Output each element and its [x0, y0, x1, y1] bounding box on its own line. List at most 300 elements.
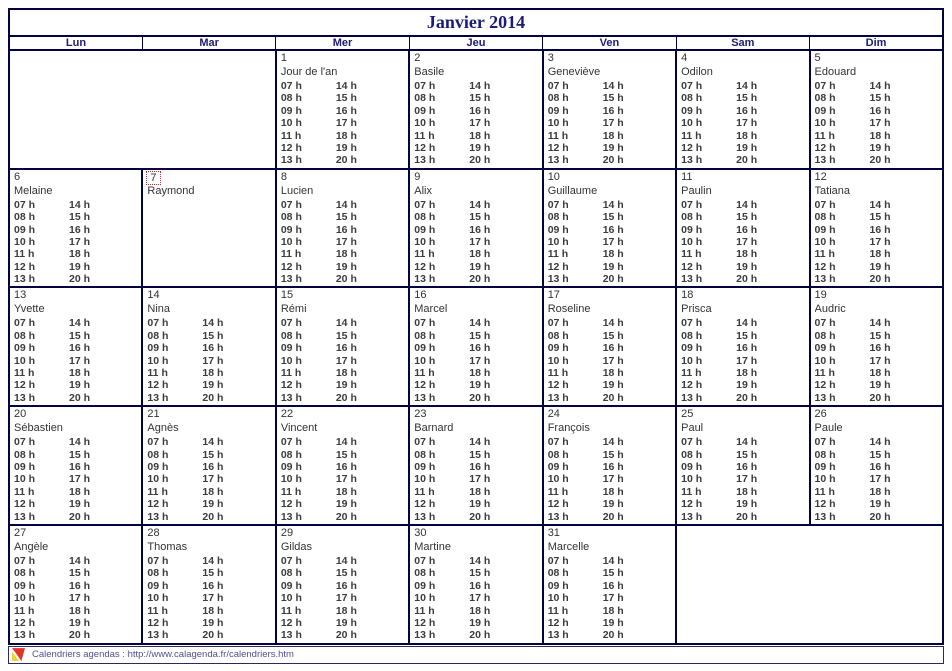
day-cell-27	[9, 525, 142, 644]
hour-slot: 12 h	[147, 498, 169, 511]
hour-slot: 08 h	[280, 211, 302, 224]
morning-hours	[281, 80, 336, 167]
day-number-29[interactable]: 29	[280, 526, 294, 539]
hour-slot: 20 h	[202, 391, 224, 404]
week-row-5	[9, 525, 943, 644]
hour-slot: 14 h	[602, 317, 624, 330]
hour-slot: 13 h	[280, 629, 302, 642]
day-number-14[interactable]: 14	[147, 289, 160, 302]
hour-slot: 18 h	[869, 485, 891, 498]
hour-slot: 12 h	[681, 141, 703, 154]
hour-slot: 09 h	[547, 342, 569, 355]
weekday-header-mer: Mer	[276, 36, 409, 50]
hour-slot: 20 h	[869, 391, 891, 404]
day-number-18[interactable]: 18	[681, 289, 694, 302]
hour-slot: 20 h	[469, 629, 491, 642]
hour-slot: 11 h	[547, 604, 569, 617]
hour-slot: 17 h	[602, 473, 624, 486]
hour-slot: 08 h	[547, 211, 569, 224]
day-cell-22	[276, 406, 409, 525]
hour-slot: 11 h	[14, 485, 35, 498]
hour-slot: 20 h	[602, 273, 624, 286]
hour-slot: 12 h	[280, 616, 302, 629]
hour-slot: 19 h	[602, 260, 624, 273]
hour-slot: 09 h	[414, 342, 436, 355]
hour-slot: 10 h	[681, 117, 703, 130]
hour-slot: 12 h	[681, 260, 703, 273]
hour-slot: 10 h	[147, 473, 169, 486]
hour-slot: 12 h	[280, 498, 302, 511]
hour-slot: 17 h	[335, 592, 357, 605]
hour-slot: 19 h	[869, 260, 891, 273]
saint-name-2: Basile	[414, 66, 445, 78]
afternoon-hours	[202, 555, 223, 642]
hour-slot: 10 h	[14, 235, 36, 248]
hour-slot: 16 h	[602, 579, 624, 592]
hour-slot: 11 h	[147, 367, 168, 380]
hour-slot: 10 h	[547, 117, 569, 130]
afternoon-hours	[603, 436, 624, 523]
hour-slot: 18 h	[69, 248, 91, 261]
hour-slot: 09 h	[414, 579, 436, 592]
hour-slot: 17 h	[869, 235, 891, 248]
hour-slot: 20 h	[69, 629, 91, 642]
morning-hours	[14, 199, 69, 286]
afternoon-hours	[336, 436, 357, 523]
day-number-11[interactable]: 11	[681, 170, 693, 183]
hour-slot: 08 h	[681, 211, 703, 224]
day-number-4[interactable]: 4	[681, 52, 688, 64]
hour-slot: 11 h	[814, 485, 835, 498]
hour-slot: 09 h	[414, 104, 436, 117]
day-cell-14	[142, 287, 275, 406]
afternoon-hours	[870, 436, 891, 523]
hour-slot: 14 h	[602, 80, 624, 92]
weekday-header-jeu: Jeu	[409, 36, 542, 50]
day-number-25[interactable]: 25	[681, 408, 694, 421]
hour-slot: 15 h	[602, 92, 624, 105]
hour-slot: 14 h	[602, 198, 624, 211]
hour-slot: 07 h	[280, 436, 302, 449]
hour-slot: 17 h	[469, 592, 491, 605]
hour-slot: 16 h	[602, 460, 624, 473]
afternoon-hours	[870, 80, 891, 167]
day-number-22[interactable]: 22	[280, 408, 294, 421]
hour-slot: 08 h	[280, 329, 302, 342]
hour-slot: 19 h	[335, 616, 357, 629]
day-number-row	[281, 52, 407, 66]
hour-slot: 12 h	[14, 616, 36, 629]
hour-slot: 15 h	[602, 448, 624, 461]
day-number-17[interactable]: 17	[547, 289, 560, 302]
hour-slot: 19 h	[202, 498, 224, 511]
hour-slot: 14 h	[69, 554, 91, 567]
hour-slot: 20 h	[736, 391, 758, 404]
hour-slot: 09 h	[681, 460, 703, 473]
day-cell-26	[810, 406, 943, 525]
hour-slot: 20 h	[69, 391, 91, 404]
hour-slot: 08 h	[814, 329, 836, 342]
day-cell-8	[276, 169, 409, 288]
morning-hours	[681, 199, 736, 286]
hour-slot: 16 h	[869, 223, 891, 236]
hour-slot: 07 h	[681, 198, 703, 211]
hour-slot: 19 h	[69, 379, 91, 392]
day-number-row	[281, 408, 407, 422]
hour-slot: 08 h	[547, 92, 569, 105]
hour-slot: 09 h	[814, 460, 836, 473]
hour-slot: 18 h	[69, 367, 91, 380]
day-number-19[interactable]: 19	[814, 289, 827, 302]
morning-hours	[815, 317, 870, 404]
hour-slot: 15 h	[335, 211, 357, 224]
hour-slot: 11 h	[414, 129, 435, 142]
day-number-21[interactable]: 21	[147, 408, 160, 421]
day-number-8[interactable]: 8	[280, 170, 287, 183]
hour-slot: 12 h	[14, 498, 36, 511]
hour-slot: 12 h	[547, 498, 569, 511]
hour-slot: 11 h	[414, 248, 435, 261]
hour-slot: 18 h	[869, 248, 891, 261]
day-number-10[interactable]: 10	[547, 170, 560, 183]
hour-slot: 15 h	[335, 448, 357, 461]
morning-hours	[414, 555, 469, 642]
hour-slots-31	[548, 555, 674, 642]
hour-slot: 10 h	[681, 473, 703, 486]
hour-slot: 14 h	[602, 436, 624, 449]
saint-name-16: Marcel	[414, 303, 448, 316]
day-cell-11	[676, 169, 809, 288]
hour-slot: 15 h	[602, 329, 624, 342]
hour-slot: 11 h	[681, 367, 702, 380]
day-number-row	[14, 171, 140, 185]
hour-slot: 12 h	[681, 498, 703, 511]
hour-slot: 08 h	[14, 329, 36, 342]
hour-slot: 20 h	[202, 629, 224, 642]
day-number-16[interactable]: 16	[414, 289, 427, 302]
saint-name-13: Yvette	[14, 303, 45, 316]
morning-hours	[281, 555, 336, 642]
hour-slot: 12 h	[814, 141, 836, 154]
day-number-3[interactable]: 3	[547, 52, 554, 64]
hour-slot: 13 h	[681, 391, 703, 404]
hour-slot: 16 h	[335, 104, 357, 117]
day-number-23[interactable]: 23	[414, 408, 427, 421]
hour-slot: 07 h	[414, 554, 436, 567]
day-number-row	[414, 408, 540, 422]
hour-slot: 11 h	[681, 485, 702, 498]
day-number-row	[414, 289, 540, 303]
hour-slot: 07 h	[414, 317, 436, 330]
hour-slot: 11 h	[681, 129, 702, 142]
afternoon-hours	[69, 317, 90, 404]
hour-slot: 13 h	[280, 391, 302, 404]
hour-slot: 11 h	[280, 485, 302, 498]
day-number-12[interactable]: 12	[814, 170, 827, 183]
hour-slot: 19 h	[469, 498, 491, 511]
hour-slot: 11 h	[414, 367, 435, 380]
hour-slots-20	[14, 436, 140, 523]
day-number-20[interactable]: 20	[14, 408, 27, 421]
week-row-2	[9, 169, 943, 288]
hour-slot: 18 h	[335, 248, 357, 261]
hour-slots-16	[414, 317, 540, 404]
hour-slot: 16 h	[469, 223, 491, 236]
hour-slot: 12 h	[414, 498, 436, 511]
hour-slot: 20 h	[736, 273, 758, 286]
hour-slot: 10 h	[814, 354, 836, 367]
hour-slot: 10 h	[814, 235, 836, 248]
hour-slots-2	[414, 80, 540, 167]
hour-slot: 20 h	[335, 510, 357, 523]
day-cell-1	[276, 50, 409, 169]
afternoon-hours	[469, 436, 490, 523]
hour-slot: 09 h	[147, 342, 169, 355]
hour-slot: 13 h	[280, 154, 302, 167]
day-number-1[interactable]: 1	[280, 52, 287, 64]
hour-slot: 16 h	[469, 104, 491, 117]
hour-slot: 10 h	[14, 354, 36, 367]
hour-slot: 13 h	[547, 273, 569, 286]
hour-slot: 11 h	[414, 485, 435, 498]
afternoon-hours	[736, 317, 757, 404]
day-cell-29	[276, 525, 409, 644]
saint-name-29: Gildas	[280, 540, 313, 553]
saint-name-3: Geneviève	[547, 66, 601, 78]
day-cell-19	[810, 287, 943, 406]
hour-slot: 07 h	[681, 436, 703, 449]
hour-slot: 16 h	[736, 342, 758, 355]
hour-slot: 17 h	[335, 235, 357, 248]
hour-slot: 19 h	[602, 379, 624, 392]
hour-slot: 16 h	[69, 223, 91, 236]
hour-slots-4	[681, 80, 807, 167]
morning-hours	[414, 199, 469, 286]
hour-slot: 13 h	[814, 154, 836, 167]
hour-slot: 11 h	[814, 129, 835, 142]
hour-slot: 12 h	[14, 379, 36, 392]
hour-slot: 17 h	[869, 117, 891, 130]
hour-slot: 16 h	[69, 342, 91, 355]
hour-slot: 14 h	[869, 317, 891, 330]
hour-slot: 11 h	[547, 129, 569, 142]
hour-slot: 16 h	[869, 104, 891, 117]
saint-name-4: Odilon	[681, 66, 713, 78]
hour-slots-29	[281, 555, 407, 642]
hour-slot: 16 h	[602, 342, 624, 355]
hour-slot: 20 h	[469, 510, 491, 523]
hour-slot: 15 h	[69, 211, 91, 224]
hour-slot: 10 h	[547, 473, 569, 486]
hour-slot: 07 h	[547, 554, 569, 567]
hour-slot: 07 h	[280, 80, 302, 92]
day-number-row	[681, 408, 807, 422]
hour-slot: 09 h	[681, 223, 703, 236]
hour-slot: 15 h	[469, 448, 491, 461]
hour-slot: 16 h	[469, 460, 491, 473]
hour-slot: 19 h	[869, 498, 891, 511]
hour-slot: 14 h	[469, 198, 491, 211]
hour-slot: 11 h	[547, 367, 569, 380]
footer-link[interactable]: Calendriers agendas : http://www.calagenda.fr/calendriers.htm	[32, 648, 294, 660]
hour-slot: 17 h	[602, 592, 624, 605]
hour-slot: 14 h	[602, 554, 624, 567]
hour-slot: 12 h	[280, 141, 302, 154]
hour-slot: 17 h	[869, 354, 891, 367]
weekday-header-row	[9, 36, 943, 50]
hour-slot: 09 h	[814, 223, 836, 236]
hour-slot: 19 h	[869, 379, 891, 392]
day-number-24[interactable]: 24	[547, 408, 560, 421]
hour-slot: 07 h	[14, 198, 36, 211]
afternoon-hours	[69, 555, 90, 642]
hour-slot: 17 h	[736, 235, 758, 248]
hour-slots-15	[281, 317, 407, 404]
hour-slot: 18 h	[335, 367, 357, 380]
hour-slot: 14 h	[869, 198, 891, 211]
day-number-row	[414, 52, 540, 66]
day-number-row	[681, 171, 807, 185]
day-cell-28	[142, 525, 275, 644]
day-number-row	[414, 171, 540, 185]
morning-hours	[548, 199, 603, 286]
hour-slot: 08 h	[547, 567, 569, 580]
hour-slot: 12 h	[814, 498, 836, 511]
day-number-2[interactable]: 2	[414, 52, 421, 64]
week-row-1	[9, 50, 943, 169]
hour-slot: 07 h	[547, 317, 569, 330]
hour-slot: 16 h	[69, 579, 91, 592]
hour-slot: 09 h	[814, 104, 836, 117]
hour-slot: 08 h	[814, 211, 836, 224]
hour-slot: 12 h	[681, 379, 703, 392]
hour-slot: 18 h	[736, 367, 758, 380]
hour-slot: 08 h	[814, 448, 836, 461]
hour-slot: 17 h	[469, 235, 491, 248]
hour-slot: 13 h	[414, 391, 436, 404]
day-cell-31	[543, 525, 676, 644]
afternoon-hours	[870, 199, 891, 286]
hour-slot: 19 h	[202, 379, 224, 392]
morning-hours	[14, 317, 69, 404]
hour-slot: 20 h	[602, 629, 624, 642]
morning-hours	[281, 436, 336, 523]
day-number-7[interactable]: 7	[146, 171, 160, 185]
day-number-31[interactable]: 31	[547, 526, 560, 539]
hour-slot: 13 h	[414, 629, 436, 642]
afternoon-hours	[336, 80, 357, 167]
hour-slot: 08 h	[280, 567, 302, 580]
hour-slots-26	[815, 436, 941, 523]
hour-slot: 09 h	[681, 104, 703, 117]
hour-slots-24	[548, 436, 674, 523]
hour-slot: 14 h	[736, 317, 758, 330]
hour-slot: 11 h	[547, 248, 569, 261]
footer-bar	[8, 646, 944, 664]
day-number-9[interactable]: 9	[414, 170, 421, 183]
day-number-28[interactable]: 28	[147, 526, 160, 539]
hour-slot: 18 h	[736, 129, 758, 142]
hour-slot: 11 h	[147, 604, 168, 617]
hour-slot: 12 h	[147, 379, 169, 392]
hour-slot: 18 h	[602, 248, 624, 261]
hour-slot: 15 h	[69, 448, 91, 461]
day-number-13[interactable]: 13	[14, 289, 27, 302]
empty-day-cell	[9, 50, 276, 169]
hour-slot: 20 h	[602, 510, 624, 523]
day-number-15[interactable]: 15	[280, 289, 294, 302]
hour-slot: 14 h	[202, 436, 224, 449]
hour-slot: 12 h	[547, 260, 569, 273]
hour-slot: 15 h	[869, 329, 891, 342]
hour-slot: 09 h	[547, 223, 569, 236]
hour-slots-14	[147, 317, 273, 404]
hour-slot: 18 h	[469, 248, 491, 261]
morning-hours	[681, 80, 736, 167]
day-number-27[interactable]: 27	[14, 526, 27, 539]
hour-slot: 07 h	[681, 317, 703, 330]
hour-slot: 18 h	[335, 129, 357, 142]
hour-slot: 07 h	[814, 80, 836, 92]
hour-slot: 10 h	[14, 592, 36, 605]
hour-slot: 19 h	[602, 498, 624, 511]
day-number-row	[815, 52, 941, 66]
morning-hours	[815, 199, 870, 286]
hour-slot: 20 h	[69, 510, 91, 523]
day-number-26[interactable]: 26	[814, 408, 827, 421]
hour-slot: 13 h	[14, 510, 36, 523]
saint-name-10: Guillaume	[547, 184, 598, 197]
hour-slot: 16 h	[335, 342, 357, 355]
hour-slots-12	[815, 199, 941, 286]
hour-slot: 16 h	[602, 104, 624, 117]
hour-slots-19	[815, 317, 941, 404]
hour-slot: 12 h	[280, 260, 302, 273]
hour-slot: 13 h	[814, 510, 836, 523]
hour-slot: 15 h	[469, 92, 491, 105]
hour-slot: 10 h	[814, 117, 836, 130]
day-number-30[interactable]: 30	[414, 526, 427, 539]
hour-slot: 18 h	[469, 604, 491, 617]
morning-hours	[681, 317, 736, 404]
day-cell-30	[409, 525, 542, 644]
morning-hours	[681, 436, 736, 523]
hour-slot: 18 h	[602, 129, 624, 142]
hour-slot: 11 h	[814, 367, 835, 380]
hour-slot: 08 h	[280, 448, 302, 461]
hour-slot: 11 h	[814, 248, 835, 261]
afternoon-hours	[69, 436, 90, 523]
hour-slot: 09 h	[280, 342, 302, 355]
hour-slot: 11 h	[280, 129, 302, 142]
day-number-5[interactable]: 5	[814, 52, 821, 64]
day-number-row	[281, 171, 407, 185]
hour-slot: 19 h	[736, 379, 758, 392]
afternoon-hours	[870, 317, 891, 404]
hour-slot: 20 h	[736, 154, 758, 167]
saint-name-12: Tatiana	[814, 184, 851, 197]
day-number-6[interactable]: 6	[14, 170, 21, 183]
hour-slot: 16 h	[736, 223, 758, 236]
hour-slot: 18 h	[202, 485, 224, 498]
day-cell-9	[409, 169, 542, 288]
hour-slot: 07 h	[414, 80, 436, 92]
hour-slot: 18 h	[69, 604, 91, 617]
day-number-row	[548, 52, 674, 66]
hour-slot: 13 h	[147, 629, 169, 642]
hour-slot: 13 h	[814, 391, 836, 404]
afternoon-hours	[603, 80, 624, 167]
